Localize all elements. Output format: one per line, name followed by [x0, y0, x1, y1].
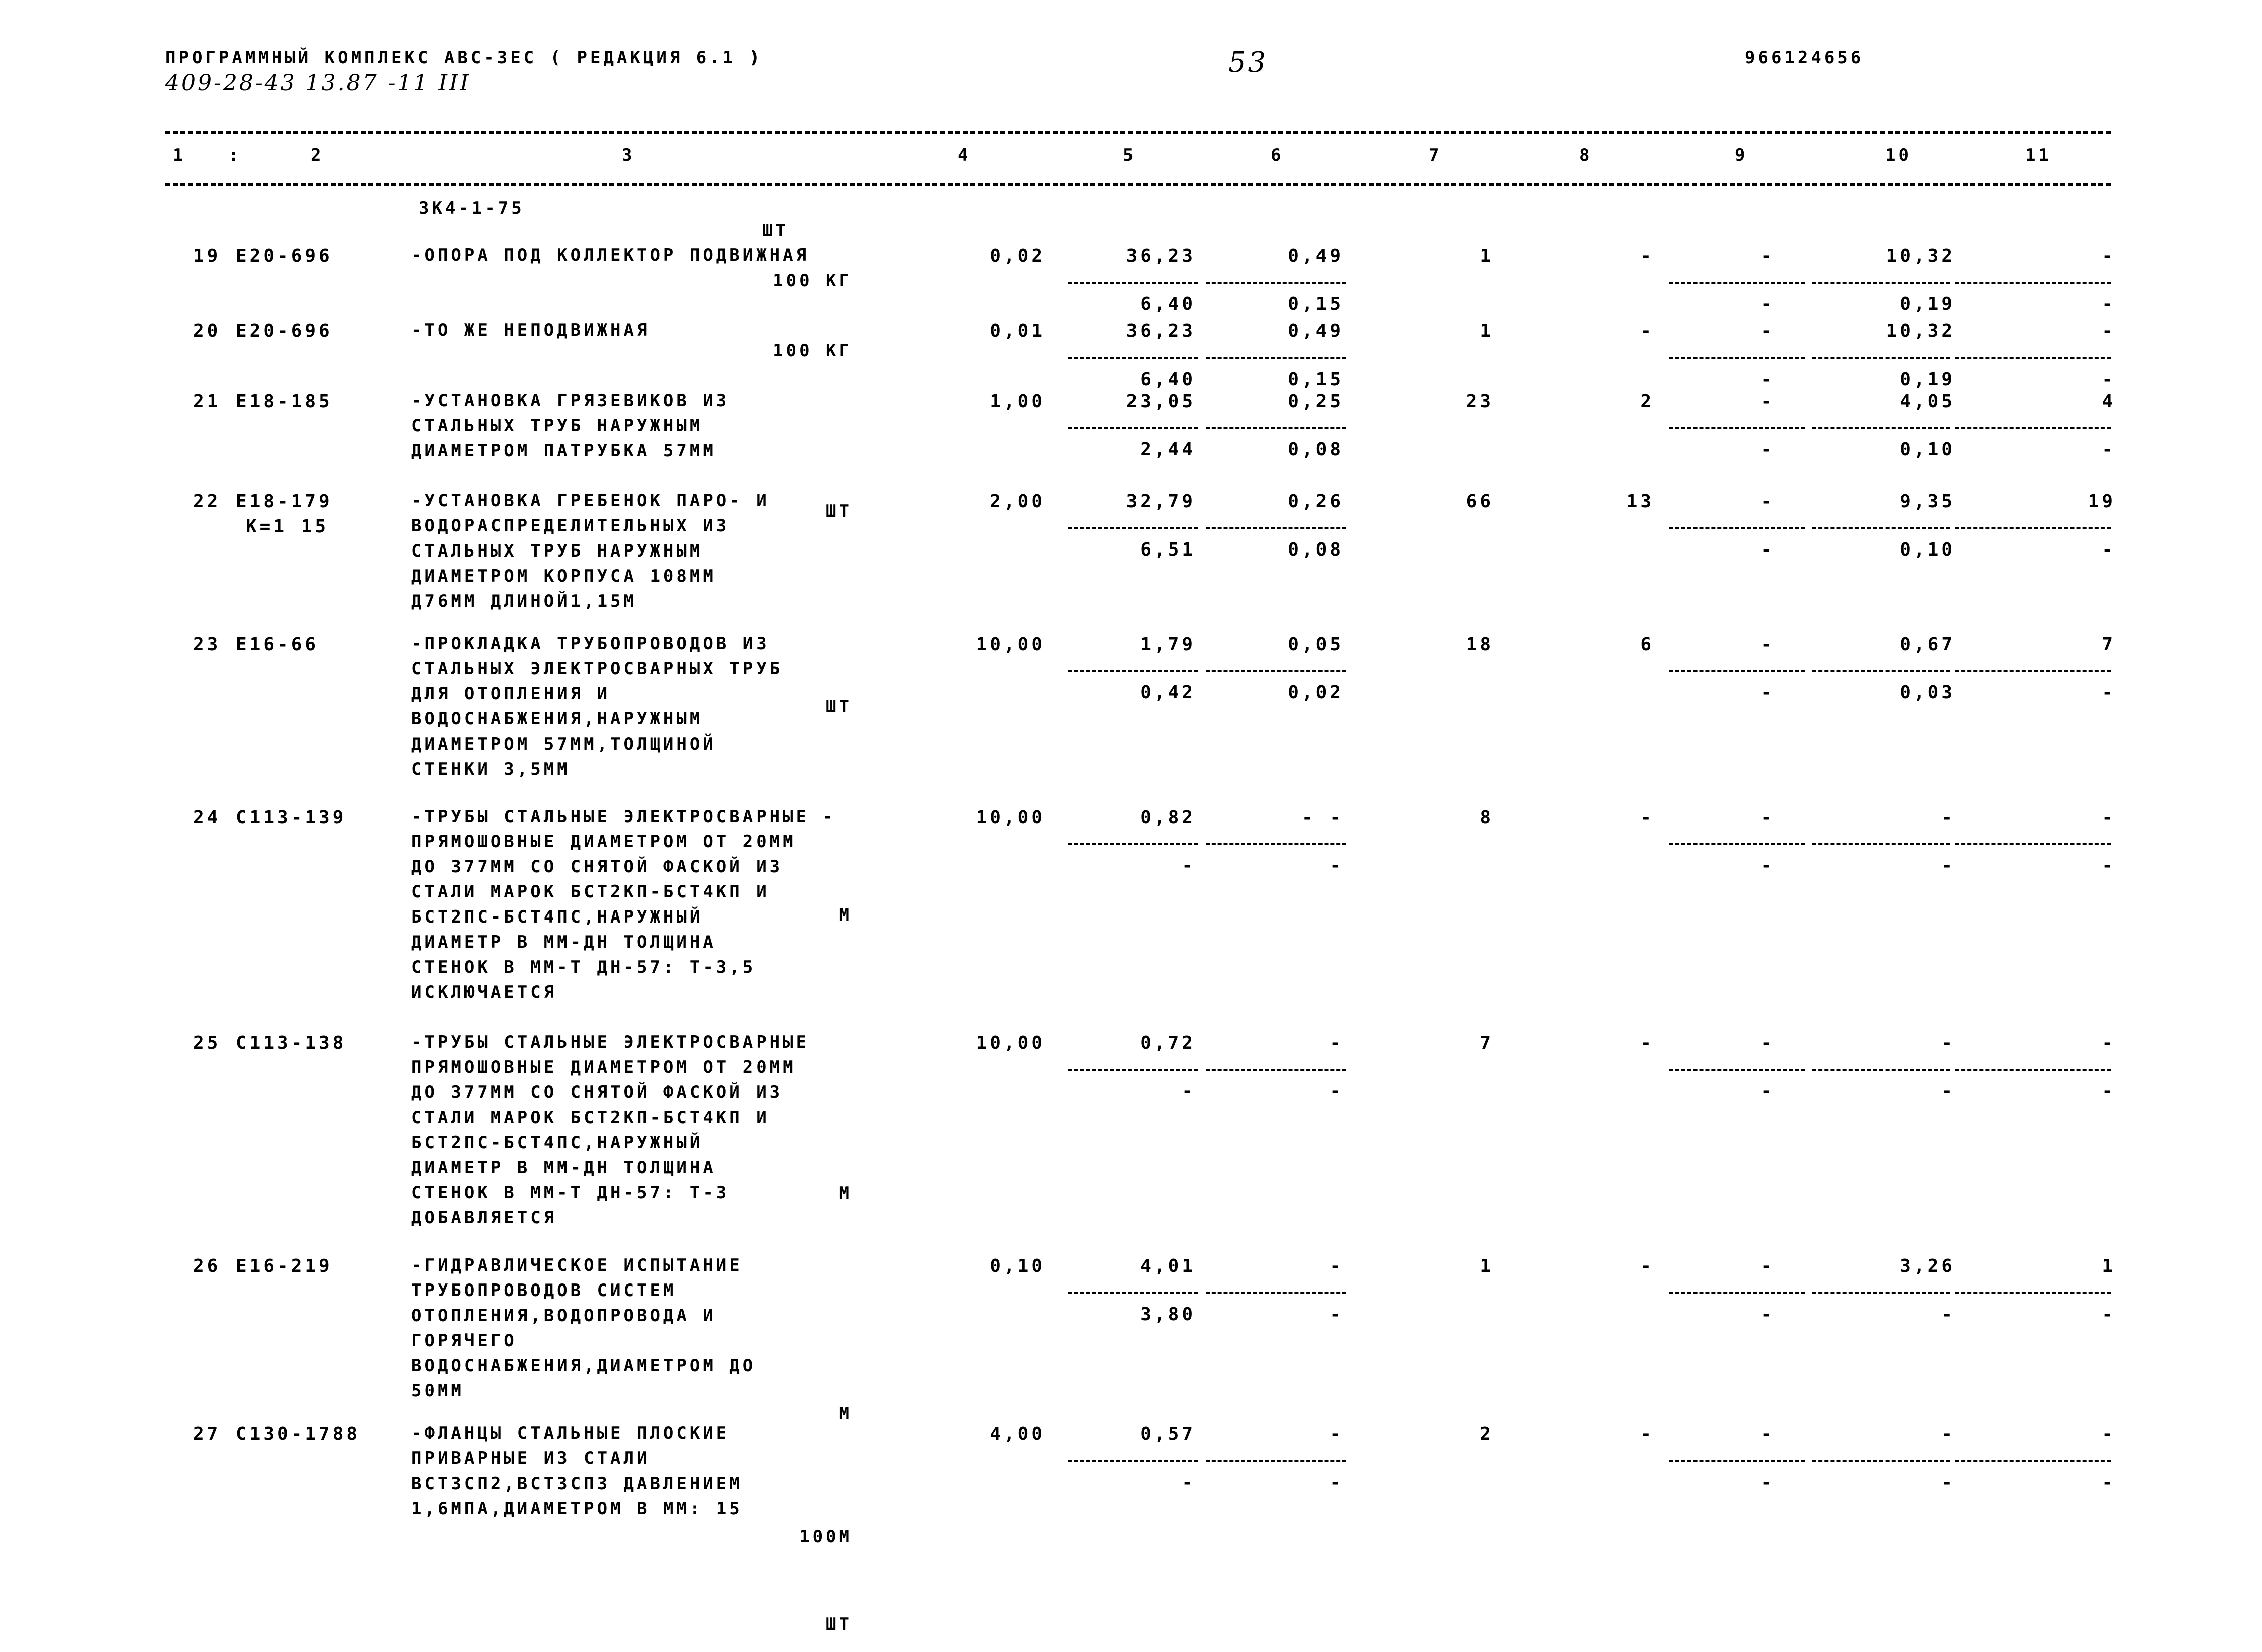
rate-code: Е16-219: [236, 1256, 333, 1276]
value-separator: [1669, 357, 1805, 359]
description-line: 1,6МПА,ДИАМЕТРОМ В ММ: 15: [411, 1499, 743, 1519]
labor-machine: -: [1330, 1304, 1344, 1325]
cost-wages: -: [1182, 1081, 1196, 1102]
col11-bottom: -: [2102, 855, 2116, 876]
cost-total: 0,57: [1140, 1424, 1196, 1444]
col11-top: 4: [2102, 391, 2116, 412]
cost-total: 32,79: [1126, 491, 1196, 512]
description-line: -ТРУБЫ СТАЛЬНЫЕ ЭЛЕКТРОСВАРНЫЕ: [411, 1032, 810, 1052]
col10-bottom: -: [1941, 1472, 1955, 1493]
value-separator: [1955, 670, 2111, 672]
description-line: СТЕНОК В ММ-Т ДН-57: Т-3,5: [411, 957, 757, 977]
labor-machine: -: [1330, 855, 1344, 876]
value-separator: [1955, 1292, 2111, 1294]
col8-value: -: [1640, 1033, 1654, 1053]
unit-of-measure: 100М: [799, 1527, 852, 1547]
col9-bottom: -: [1761, 1304, 1775, 1325]
unit-of-measure: ШТ: [826, 697, 852, 717]
table-row: [0, 245, 2262, 314]
description-line: СТЕНКИ 3,5ММ: [411, 759, 571, 779]
work-description: [411, 631, 783, 782]
col7-value: 1: [1480, 1256, 1494, 1276]
col-4: 4: [958, 145, 971, 165]
value-separator: [1955, 1069, 2111, 1071]
col-2: 2: [311, 145, 324, 165]
col9-top: -: [1761, 634, 1775, 655]
column-numbers: [0, 145, 2262, 170]
col8-value: 6: [1640, 634, 1654, 655]
col8-value: -: [1640, 1424, 1654, 1444]
unit-of-measure: ШТ: [826, 501, 852, 521]
col11-top: -: [2102, 321, 2116, 341]
row-number: 20: [193, 321, 221, 341]
rate-code: С113-139: [236, 807, 347, 828]
description-line: -ФЛАНЦЫ СТАЛЬНЫЕ ПЛОСКИЕ: [411, 1423, 730, 1443]
cost-wages: 6,51: [1140, 539, 1196, 560]
unit-of-measure: М: [839, 1183, 852, 1203]
col11-bottom: -: [2102, 1472, 2116, 1493]
value-separator: [1068, 427, 1198, 429]
page-number: 53: [1228, 46, 1268, 79]
row-number: 24: [193, 807, 221, 828]
quantity: 0,02: [990, 246, 1045, 266]
value-separator: [1955, 843, 2111, 845]
col10-top: 3,26: [1900, 1256, 1955, 1276]
description-line: -УСТАНОВКА ГРЕБЕНОК ПАРО- И: [411, 491, 770, 511]
col7-value: 66: [1466, 491, 1494, 512]
col11-top: -: [2102, 807, 2116, 828]
unit-of-measure: ШТ: [826, 1614, 852, 1634]
col10-bottom: 0,03: [1900, 682, 1955, 703]
col10-top: -: [1941, 807, 1955, 828]
col9-bottom: -: [1761, 439, 1775, 460]
col9-top: -: [1761, 491, 1775, 512]
cost-total: 0,82: [1140, 807, 1196, 828]
col11-top: -: [2102, 1424, 2116, 1444]
description-line: БСТ2ПС-БСТ4ПС,НАРУЖНЫЙ: [411, 907, 703, 927]
labor-machine: 0,15: [1288, 369, 1344, 390]
description-line: ДИАМЕТР В ММ-ДН ТОЛЩИНА: [411, 1158, 716, 1178]
value-separator: [1955, 1460, 2111, 1462]
labor-machine: -: [1330, 1081, 1344, 1102]
labor-total: 0,49: [1288, 246, 1344, 266]
col11-bottom: -: [2102, 369, 2116, 390]
value-separator: [1812, 357, 1950, 359]
col9-bottom: -: [1761, 1472, 1775, 1493]
value-separator: [1206, 1460, 1346, 1462]
quantity: 4,00: [990, 1424, 1045, 1444]
col10-top: 10,32: [1886, 246, 1955, 266]
value-separator: [1955, 427, 2111, 429]
rate-code: С113-138: [236, 1033, 347, 1053]
work-description: [411, 243, 809, 268]
col9-top: -: [1761, 391, 1775, 412]
labor-machine: 0,08: [1288, 539, 1344, 560]
rate-coefficient: К=1 15: [246, 516, 329, 537]
col8-value: 13: [1626, 491, 1654, 512]
labor-machine: 0,02: [1288, 682, 1344, 703]
col9-top: -: [1761, 1424, 1775, 1444]
cost-total: 0,72: [1140, 1033, 1196, 1053]
col8-value: -: [1640, 321, 1654, 341]
col10-bottom: 0,19: [1900, 294, 1955, 314]
value-separator: [1812, 427, 1950, 429]
description-line: СТАЛЬНЫХ ТРУБ НАРУЖНЫМ: [411, 416, 703, 436]
col9-bottom: -: [1761, 539, 1775, 560]
description-line: БСТ2ПС-БСТ4ПС,НАРУЖНЫЙ: [411, 1133, 703, 1153]
col9-top: -: [1761, 321, 1775, 341]
col9-bottom: -: [1761, 1081, 1775, 1102]
quantity: 10,00: [976, 807, 1045, 828]
unit-of-measure: 100 КГ: [773, 271, 852, 291]
cost-total: 1,79: [1140, 634, 1196, 655]
col-3: 3: [622, 145, 635, 165]
rate-code: Е16-66: [236, 634, 319, 655]
col7-value: 18: [1466, 634, 1494, 655]
value-separator: [1955, 527, 2111, 529]
col7-value: 2: [1480, 1424, 1494, 1444]
description-line: ДОБАВЛЯЕТСЯ: [411, 1208, 557, 1228]
work-description: [411, 318, 650, 343]
rate-code: Е18-179: [236, 491, 333, 512]
value-separator: [1812, 670, 1950, 672]
labor-total: 0,49: [1288, 321, 1344, 341]
value-separator: [1812, 1069, 1950, 1071]
cost-wages: 3,80: [1140, 1304, 1196, 1325]
col8-value: -: [1640, 807, 1654, 828]
value-separator: [1669, 1460, 1805, 1462]
description-line: ПРИВАРНЫЕ ИЗ СТАЛИ: [411, 1448, 650, 1469]
header-rule-bottom: [165, 183, 2111, 186]
description-line: ПРЯМОШОВНЫЕ ДИАМЕТРОМ ОТ 20ММ: [411, 832, 796, 852]
value-separator: [1068, 527, 1198, 529]
value-separator: [1669, 843, 1805, 845]
work-description: [411, 488, 770, 614]
row-number: 21: [193, 391, 221, 412]
value-separator: [1206, 527, 1346, 529]
description-line: СТАЛИ МАРОК БСТ2КП-БСТ4КП И: [411, 1108, 770, 1128]
value-separator: [1669, 427, 1805, 429]
description-line: ВСТ3СП2,ВСТ3СП3 ДАВЛЕНИЕМ: [411, 1474, 743, 1494]
row-number: 23: [193, 634, 221, 655]
value-separator: [1812, 1292, 1950, 1294]
col9-top: -: [1761, 246, 1775, 266]
table-row: [0, 320, 2262, 390]
value-separator: [1068, 843, 1198, 845]
value-separator: [1955, 357, 2111, 359]
description-line: СТАЛЬНЫХ ЭЛЕКТРОСВАРНЫХ ТРУБ: [411, 659, 783, 679]
description-line: 50ММ: [411, 1381, 464, 1401]
quantity: 1,00: [990, 391, 1045, 412]
value-separator: [1068, 357, 1198, 359]
col11-bottom: -: [2102, 539, 2116, 560]
col10-bottom: 0,10: [1900, 439, 1955, 460]
cost-wages: -: [1182, 855, 1196, 876]
value-separator: [1068, 670, 1198, 672]
description-line: ДИАМЕТРОМ ПАТРУБКА 57ММ: [411, 441, 716, 461]
description-line: ДИАМЕТР В ММ-ДН ТОЛЩИНА: [411, 932, 716, 952]
value-separator: [1206, 843, 1346, 845]
rate-code: Е20-696: [236, 246, 333, 266]
labor-total: 0,26: [1288, 491, 1344, 512]
col7-value: 7: [1480, 1033, 1494, 1053]
col11-bottom: -: [2102, 1081, 2116, 1102]
value-separator: [1206, 357, 1346, 359]
col11-bottom: -: [2102, 439, 2116, 460]
col11-bottom: -: [2102, 1304, 2116, 1325]
col9-bottom: -: [1761, 855, 1775, 876]
document-code: 966124656: [1745, 48, 1864, 68]
header-rule-top: [165, 131, 2111, 134]
labor-total: -: [1330, 1424, 1344, 1444]
col11-bottom: -: [2102, 682, 2116, 703]
col9-top: -: [1761, 807, 1775, 828]
value-separator: [1812, 1460, 1950, 1462]
description-line: ПРЯМОШОВНЫЕ ДИАМЕТРОМ ОТ 20ММ: [411, 1057, 796, 1077]
value-separator: [1068, 1069, 1198, 1071]
col-5: 5: [1123, 145, 1137, 165]
program-title: ПРОГРАММНЫЙ КОМПЛЕКС АВС-ЗЕС ( РЕДАКЦИЯ 6.1 ): [165, 48, 763, 68]
col7-value: 1: [1480, 321, 1494, 341]
col9-top: -: [1761, 1033, 1775, 1053]
quantity: 10,00: [976, 634, 1045, 655]
col10-bottom: -: [1941, 1081, 1955, 1102]
description-line: ВОДОСНАБЖЕНИЯ,НАРУЖНЫМ: [411, 709, 703, 729]
cost-total: 36,23: [1126, 321, 1196, 341]
value-separator: [1669, 670, 1805, 672]
value-separator: [1206, 1292, 1346, 1294]
value-separator: [1955, 282, 2111, 284]
work-description: [411, 804, 836, 1005]
value-separator: [1669, 527, 1805, 529]
col7-value: 23: [1466, 391, 1494, 412]
labor-machine: 0,15: [1288, 294, 1344, 314]
description-line: ТРУБОПРОВОДОВ СИСТЕМ: [411, 1280, 677, 1301]
labor-total: - -: [1301, 807, 1344, 828]
cost-wages: -: [1182, 1472, 1196, 1493]
col8-value: 2: [1640, 391, 1654, 412]
col7-value: 1: [1480, 246, 1494, 266]
description-line: -ТРУБЫ СТАЛЬНЫЕ ЭЛЕКТРОСВАРНЫЕ -: [411, 807, 836, 827]
col-7: 7: [1429, 145, 1442, 165]
col-1: 1: [173, 145, 186, 165]
col10-top: 0,67: [1900, 634, 1955, 655]
value-separator: [1812, 282, 1950, 284]
description-line: ИСКЛЮЧАЕТСЯ: [411, 982, 557, 1002]
unit-of-measure: 100 КГ: [773, 341, 852, 361]
labor-total: -: [1330, 1256, 1344, 1276]
value-separator: [1206, 1069, 1346, 1071]
row-number: 19: [193, 246, 221, 266]
description-line: СТАЛЬНЫХ ТРУБ НАРУЖНЫМ: [411, 541, 703, 561]
description-line: Д76ММ ДЛИНОЙ1,15М: [411, 591, 637, 611]
labor-total: 0,05: [1288, 634, 1344, 655]
row-number: 26: [193, 1256, 221, 1276]
col-6: 6: [1271, 145, 1284, 165]
cost-wages: 6,40: [1140, 294, 1196, 314]
value-separator: [1669, 282, 1805, 284]
col10-top: -: [1941, 1424, 1955, 1444]
labor-total: 0,25: [1288, 391, 1344, 412]
description-line: -УСТАНОВКА ГРЯЗЕВИКОВ ИЗ: [411, 391, 730, 411]
cost-wages: 2,44: [1140, 439, 1196, 460]
col11-top: 7: [2102, 634, 2116, 655]
quantity: 0,01: [990, 321, 1045, 341]
description-line: СТЕНОК В ММ-Т ДН-57: Т-3: [411, 1183, 730, 1203]
col10-bottom: -: [1941, 855, 1955, 876]
rate-code: Е20-696: [236, 321, 333, 341]
description-line: -ТО ЖЕ НЕПОДВИЖНАЯ: [411, 320, 650, 340]
continuation-text: 3К4-1-75: [419, 198, 525, 218]
labor-machine: -: [1330, 1472, 1344, 1493]
col11-top: -: [2102, 246, 2116, 266]
description-line: -ГИДРАВЛИЧЕСКОЕ ИСПЫТАНИЕ: [411, 1255, 743, 1275]
description-line: -ПРОКЛАДКА ТРУБОПРОВОДОВ ИЗ: [411, 634, 770, 654]
value-separator: [1669, 1292, 1805, 1294]
description-line: ДО 377ММ СО СНЯТОЙ ФАСКОЙ ИЗ: [411, 857, 783, 877]
description-line: ДИАМЕТРОМ КОРПУСА 108ММ: [411, 566, 716, 586]
description-line: -ОПОРА ПОД КОЛЛЕКТОР ПОДВИЖНАЯ: [411, 245, 810, 265]
quantity: 2,00: [990, 491, 1045, 512]
quantity: 10,00: [976, 1033, 1045, 1053]
labor-total: -: [1330, 1033, 1344, 1053]
col9-bottom: -: [1761, 294, 1775, 314]
value-separator: [1812, 527, 1950, 529]
work-description: [411, 1030, 809, 1230]
value-separator: [1068, 282, 1198, 284]
col10-bottom: 0,19: [1900, 369, 1955, 390]
labor-machine: 0,08: [1288, 439, 1344, 460]
cost-wages: 0,42: [1140, 682, 1196, 703]
row-number: 25: [193, 1033, 221, 1053]
continuation-unit: ШТ: [762, 221, 789, 241]
work-description: [411, 388, 729, 463]
cost-total: 36,23: [1126, 246, 1196, 266]
col10-top: -: [1941, 1033, 1955, 1053]
col10-top: 10,32: [1886, 321, 1955, 341]
col-8: 8: [1579, 145, 1593, 165]
description-line: ОТОПЛЕНИЯ,ВОДОПРОВОДА И: [411, 1306, 716, 1326]
col10-top: 4,05: [1900, 391, 1955, 412]
work-description: [411, 1421, 743, 1521]
description-line: ДО 377ММ СО СНЯТОЙ ФАСКОЙ ИЗ: [411, 1082, 783, 1103]
col10-top: 9,35: [1900, 491, 1955, 512]
col11-top: 19: [2088, 491, 2116, 512]
handwritten-code: 409-28-43 13.87 -11 III: [165, 70, 471, 96]
value-separator: [1669, 1069, 1805, 1071]
col9-bottom: -: [1761, 369, 1775, 390]
col-11: 11: [2025, 145, 2052, 165]
cost-total: 4,01: [1140, 1256, 1196, 1276]
col-sep: :: [228, 145, 242, 165]
description-line: ВОДОСНАБЖЕНИЯ,ДИАМЕТРОМ ДО: [411, 1356, 757, 1376]
rate-code: С130-1788: [236, 1424, 361, 1444]
cost-total: 23,05: [1126, 391, 1196, 412]
description-line: СТАЛИ МАРОК БСТ2КП-БСТ4КП И: [411, 882, 770, 902]
col8-value: -: [1640, 1256, 1654, 1276]
col7-value: 8: [1480, 807, 1494, 828]
col-9: 9: [1735, 145, 1748, 165]
rate-code: Е18-185: [236, 391, 333, 412]
unit-of-measure: М: [839, 905, 852, 925]
unit-of-measure: М: [839, 1404, 852, 1424]
row-number: 22: [193, 491, 221, 512]
row-number: 27: [193, 1424, 221, 1444]
col8-value: -: [1640, 246, 1654, 266]
value-separator: [1068, 1292, 1198, 1294]
description-line: ВОДОРАСПРЕДЕЛИТЕЛЬНЫХ ИЗ: [411, 516, 730, 536]
value-separator: [1206, 427, 1346, 429]
value-separator: [1206, 282, 1346, 284]
quantity: 0,10: [990, 1256, 1045, 1276]
description-line: ДИАМЕТРОМ 57ММ,ТОЛЩИНОЙ: [411, 734, 716, 754]
description-line: ГОРЯЧЕГО: [411, 1331, 517, 1351]
col10-bottom: -: [1941, 1304, 1955, 1325]
col11-top: -: [2102, 1033, 2116, 1053]
col11-bottom: -: [2102, 294, 2116, 314]
col9-bottom: -: [1761, 682, 1775, 703]
col-10: 10: [1885, 145, 1912, 165]
col9-top: -: [1761, 1256, 1775, 1276]
value-separator: [1068, 1460, 1198, 1462]
value-separator: [1812, 843, 1950, 845]
cost-wages: 6,40: [1140, 369, 1196, 390]
col11-top: 1: [2102, 1256, 2116, 1276]
value-separator: [1206, 670, 1346, 672]
description-line: ДЛЯ ОТОПЛЕНИЯ И: [411, 684, 611, 704]
work-description: [411, 1253, 756, 1403]
col10-bottom: 0,10: [1900, 539, 1955, 560]
